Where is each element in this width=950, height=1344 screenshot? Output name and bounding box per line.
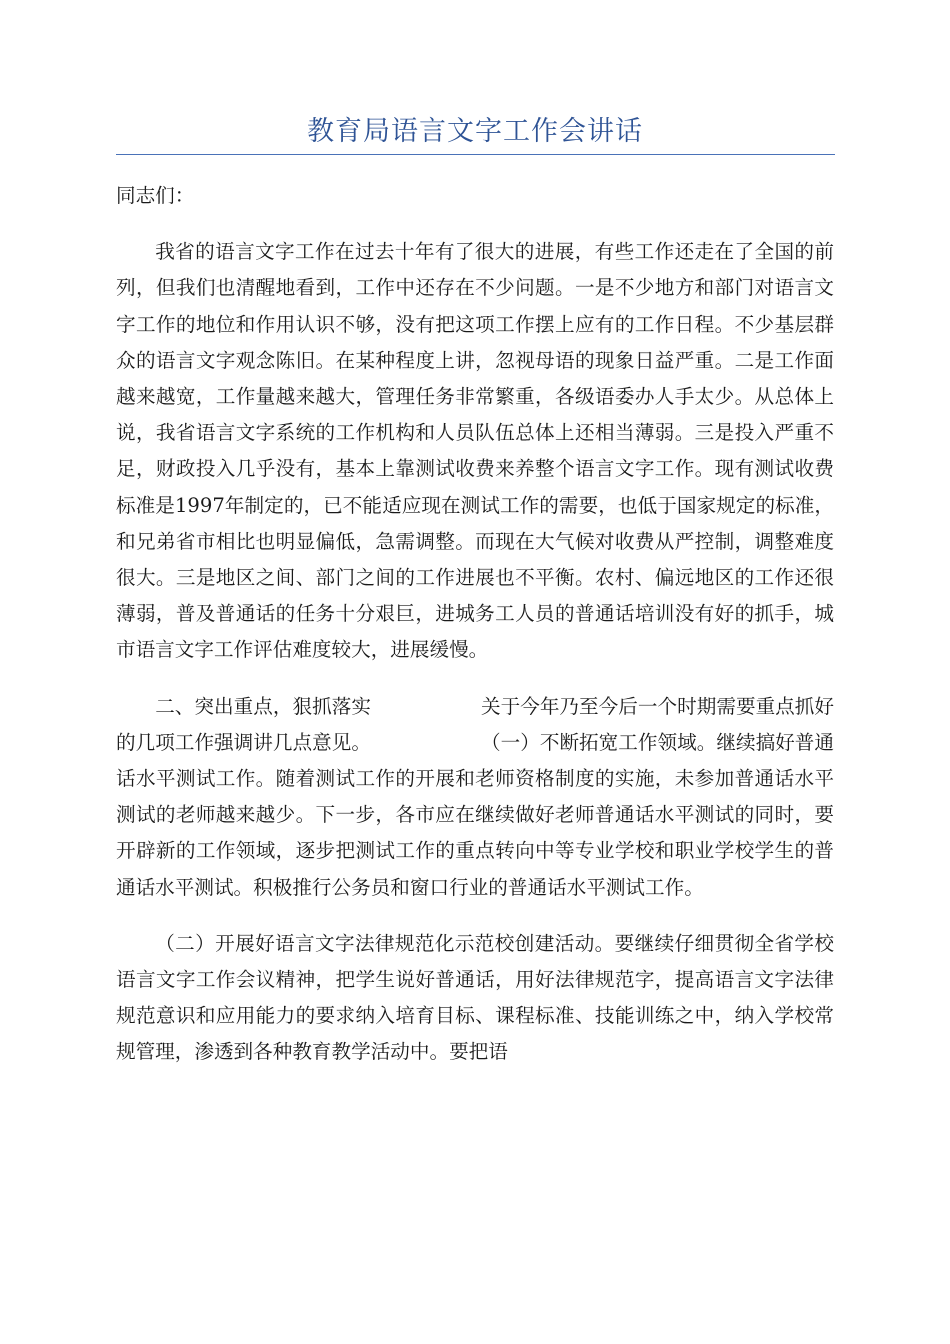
paragraph-key-points [116, 689, 834, 906]
section-intro: 关于今年乃至今后一个时期需要重点抓好的几项工作强调讲几点意见。 [116, 694, 835, 754]
salutation: 同志们： [116, 184, 195, 207]
document-title: 教育局语言文字工作会讲话 [307, 116, 643, 147]
section-body: （一）不断拓宽工作领域。继续搞好普通话水平测试工作。随着测试工作的开展和老师资格制度的实施，未参加普通话水平测试的老师越来越少。下一步，各市应在继续做好老师普通话水平测试的同时，要开辟新的工作领域，逐步把测试工作的重点转向中等专业学校和职业学校学生的普通话水平测试。积极推行公务员和窗口行业的普通话水平测试工作。 [116, 730, 835, 899]
paragraph-demo-schools: （二）开展好语言文字法律规范化示范校创建活动。要继续仔细贯彻全省学校语言文字工作会议精神，把学生说好普通话，用好法律规范字，提高语言文字法律规范意识和应用能力的要求纳入培育目标、课程标准、技能训练之中，纳入学校常规管理，渗透到各种教育教学活动中。要把语 [116, 931, 834, 1064]
document-body [116, 178, 834, 1091]
section-heading: 二、突出重点，狠抓落实 [155, 694, 371, 718]
title-underline [116, 154, 835, 155]
paragraph-problems: 我省的语言文字工作在过去十年有了很大的进展，有些工作还走在了全国的前列，但我们也清醒地看到，工作中还存在不少问题。一是不少地方和部门对语言文字工作的地位和作用认识不够，没有把这项工作摆上应有的工作日程。不少基层群众的语言文字观念陈旧。在某种程度上讲，忽视母语的现象日益严重。二是工作面越来越宽，工作量越来越大，管理任务非常繁重，各级语委办人手太少。从总体上说，我省语言文字系统的工作机构和人员队伍总体上还相当薄弱。三是投入严重不足，财政投入几乎没有，基本上靠测试收费来养整个语言文字工作。现有测试收费标准是1997年制定的，已不能适应现在测试工作的需要，也低于国家规定的标准，和兄弟省市相比也明显偏低，急需调整。而现在大气候对收费从严控制，调整难度很大。三是地区之间、部门之间的工作进展也不平衡。农村、偏远地区的工作还很薄弱，普及普通话的任务十分艰巨，进城务工人员的普通话培训没有好的抓手，城市语言文字工作评估难度较大，进展缓慢。 [116, 240, 834, 662]
